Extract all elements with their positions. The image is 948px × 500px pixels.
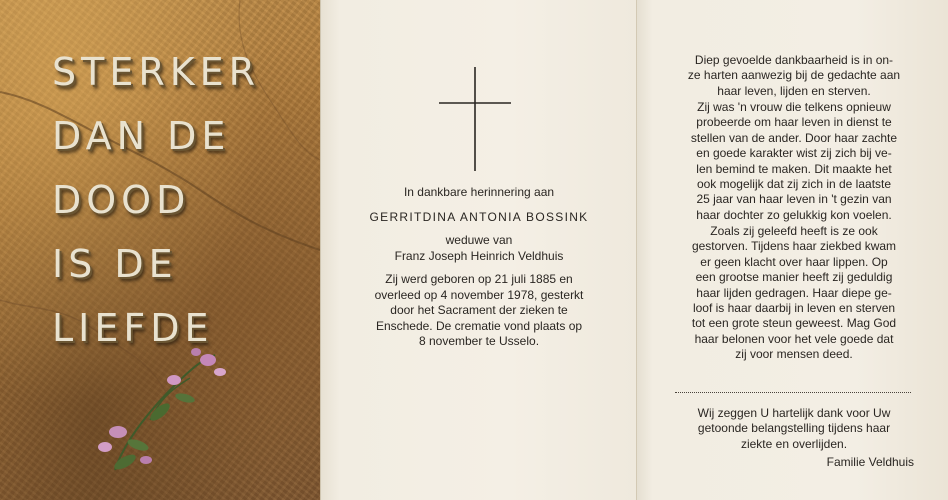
text-line: loof is haar daarbij in leven en sterven <box>692 301 896 316</box>
gratitude-paragraph <box>669 53 919 99</box>
text-line: zij voor mensen deed. <box>735 347 853 362</box>
deceased-name: GERRITDINA ANTONIA BOSSINK <box>369 210 589 224</box>
text-line: 25 jaar van haar leven in 't gezin van <box>696 192 892 207</box>
flower-sprig <box>98 348 226 472</box>
biography <box>357 272 601 350</box>
motto-line: STERKER <box>52 50 261 94</box>
bio-line: Enschede. De crematie vond plaats op <box>375 318 583 333</box>
memorial-card-panel <box>320 0 636 500</box>
text-line: er geen klacht over haar lippen. Op <box>700 254 888 269</box>
text-line: Zoals zij geleefd heeft is ze ook <box>710 224 878 238</box>
motto-line: IS DE <box>52 242 178 286</box>
motto-line: DOOD <box>52 178 191 222</box>
widow-of-text: weduwe van <box>445 233 513 247</box>
faith-paragraph <box>669 224 919 363</box>
memorial-text-panel <box>636 0 948 500</box>
bio-line: overleed op 4 november 1978, gesterkt <box>374 287 584 302</box>
text-line: tot een grote steun geweest. Mag God <box>691 316 897 331</box>
cover-photo-panel <box>0 0 320 500</box>
text-line: len bemind te maken. Dit maakte het <box>696 161 892 176</box>
text-line: probeerde om haar leven in dienst te <box>696 115 892 130</box>
text-line: gestorven. Tijdens haar ziekbed kwam <box>691 239 897 254</box>
bio-line: door het Sacrament der zieken te <box>390 303 568 317</box>
motto-line: DAN DE <box>52 114 231 158</box>
cross-icon <box>437 67 513 171</box>
text-line: en goede karakter wist zij zich bij ve- <box>696 146 892 161</box>
motto-line: LIEFDE <box>52 306 214 350</box>
family-signature: Familie Veldhuis <box>826 455 914 469</box>
life-paragraph <box>669 100 919 223</box>
text-line: haar belonen voor het vele goede dat <box>694 331 894 346</box>
cover-motto <box>52 40 302 360</box>
dotted-divider <box>675 392 911 393</box>
bio-line: 8 november te Usselo. <box>418 334 540 348</box>
thanks-paragraph <box>669 406 919 452</box>
text-line: een grootse manier heeft zij geduldig <box>695 270 893 285</box>
text-line: ook mogelijk dat zij zich in de laatste <box>696 177 892 192</box>
text-line: Wij zeggen U hartelijk dank voor Uw <box>697 406 891 420</box>
text-line: haar leven, lijden en sterven. <box>717 83 871 98</box>
text-line: stellen van de ander. Door haar zachte <box>690 130 898 145</box>
text-line: haar lijden gedragen. Haar diepe ge- <box>696 285 892 300</box>
text-line: haar dochter zo gelukkig kon voelen. <box>696 207 892 222</box>
text-line: ziekte en overlijden. <box>740 436 848 451</box>
text-line: getoonde belangstelling tijdens haar <box>697 421 891 436</box>
bio-line: Zij werd geboren op 21 juli 1885 en <box>385 272 573 286</box>
text-line: Zij was 'n vrouw die telkens opnieuw <box>697 100 891 114</box>
text-line: ze harten aanwezig bij de gedachte aan <box>687 68 901 83</box>
husband-name: Franz Joseph Heinrich Veldhuis <box>394 249 564 263</box>
text-line: Diep gevoelde dankbaarheid is in on- <box>694 53 894 67</box>
intro-text: In dankbare herinnering aan <box>403 185 555 199</box>
